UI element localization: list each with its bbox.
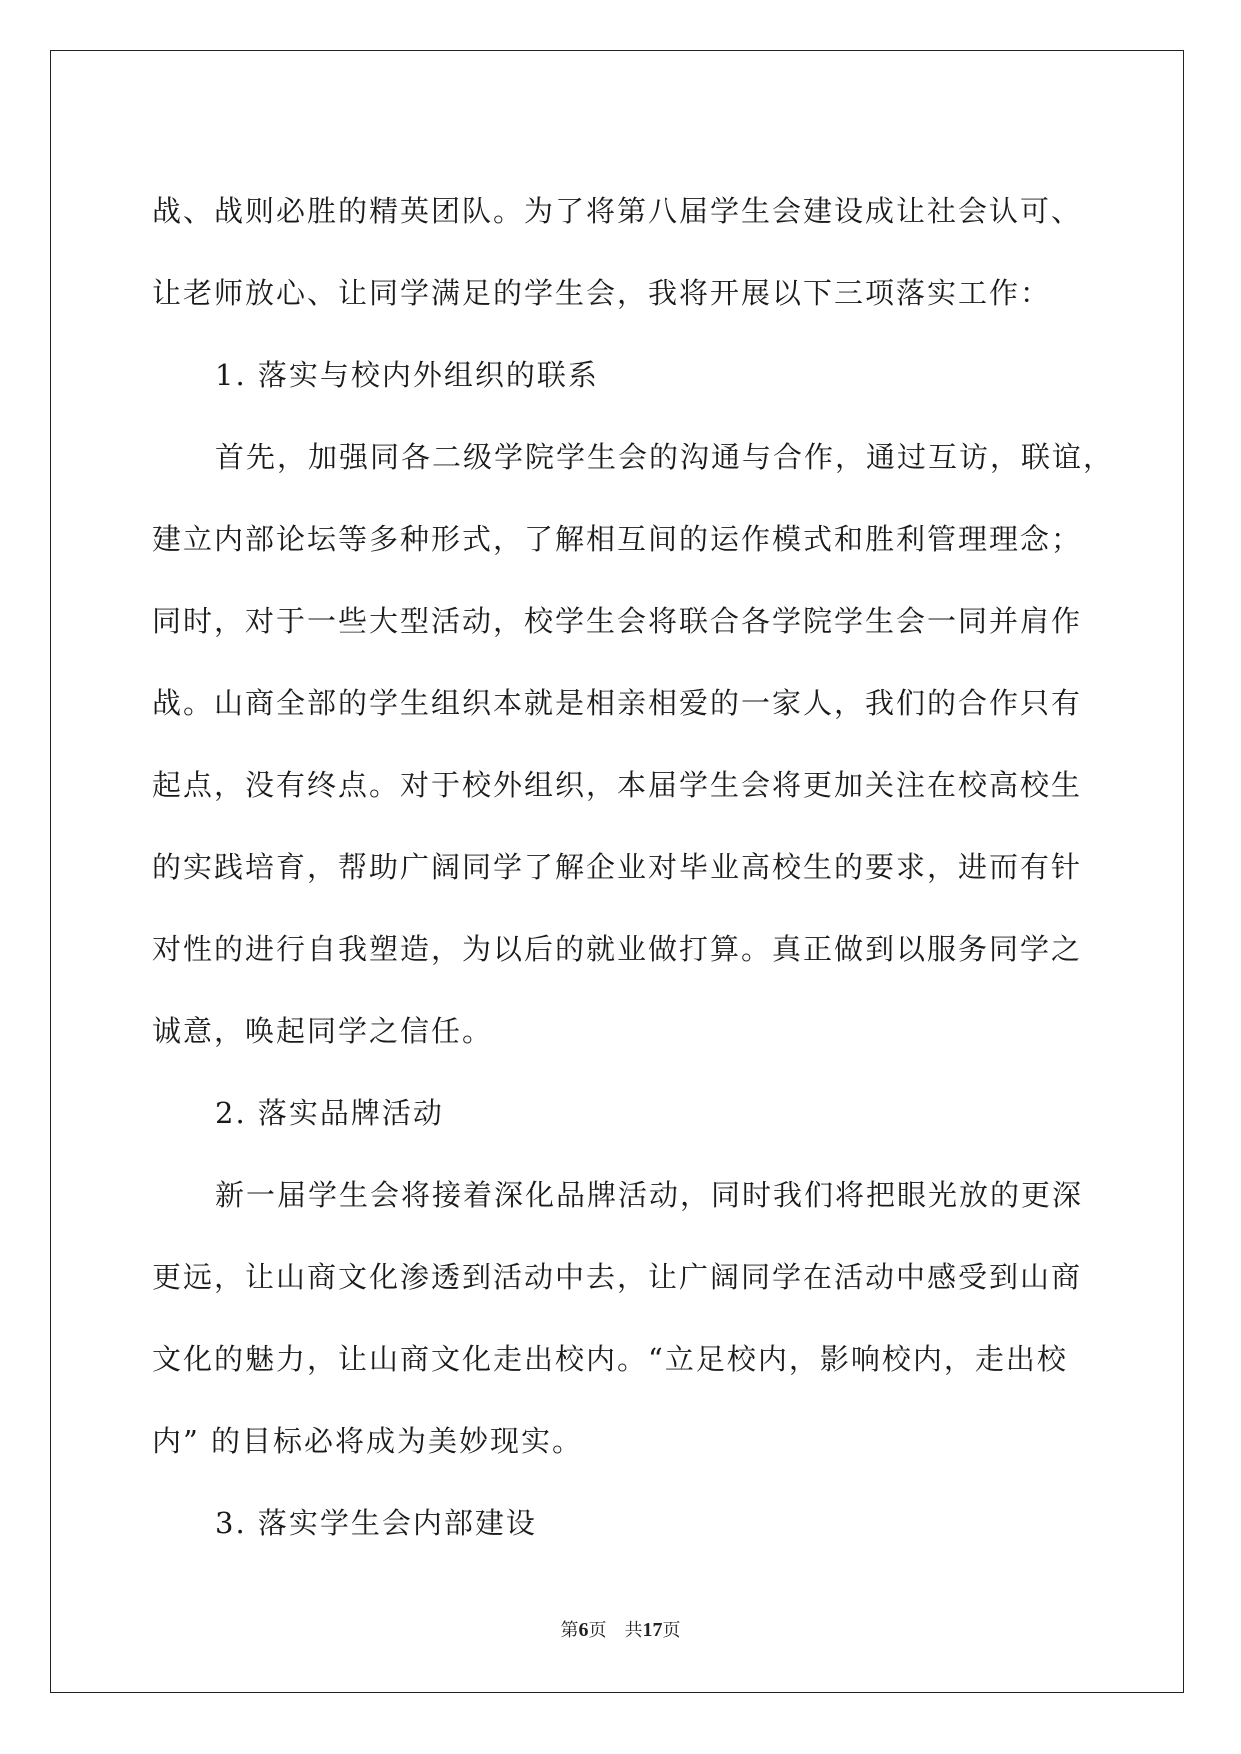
total-suffix: 页 [662, 1620, 681, 1640]
text-line: 的实践培育，帮助广阔同学了解企业对毕业高校生的要求，进而有针 [152, 850, 1083, 884]
page-number: 6 [578, 1619, 589, 1641]
section-heading: 1. 落实与校内外组织的联系 [215, 358, 599, 392]
text-line: 新一届学生会将接着深化品牌活动，同时我们将把眼光放的更深 [215, 1178, 1084, 1212]
section-heading: 3. 落实学生会内部建设 [215, 1506, 537, 1540]
text-line: 起点，没有终点。对于校外组织，本届学生会将更加关注在校高校生 [152, 768, 1083, 802]
text-line: 文化的魅力，让山商文化走出校内。“立足校内，影响校内，走出校 [152, 1342, 1068, 1376]
text-line: 对性的进行自我塑造，为以后的就业做打算。真正做到以服务同学之 [152, 932, 1083, 966]
text-line: 同时，对于一些大型活动，校学生会将联合各学院学生会一同并肩作 [152, 604, 1083, 638]
text-line: 建立内部论坛等多种形式，了解相互间的运作模式和胜利管理理念； [152, 522, 1083, 556]
text-line: 让老师放心、让同学满足的学生会，我将开展以下三项落实工作： [152, 276, 1052, 310]
total-pages: 17 [642, 1619, 663, 1641]
section-heading: 2. 落实品牌活动 [215, 1096, 444, 1130]
text-line: 更远，让山商文化渗透到活动中去，让广阔同学在活动中感受到山商 [152, 1260, 1083, 1294]
text-line: 战、战则必胜的精英团队。为了将第八届学生会建设成让社会认可、 [152, 194, 1083, 228]
document-body [152, 170, 1115, 1564]
page-footer [0, 1616, 1241, 1642]
page-prefix: 第 [560, 1620, 579, 1640]
text-line: 诚意，唤起同学之信任。 [152, 1014, 494, 1048]
page-suffix: 页 [588, 1620, 607, 1640]
text-line: 首先，加强同各二级学院学生会的沟通与合作，通过互访，联谊， [215, 440, 1115, 474]
total-prefix: 共 [624, 1620, 643, 1640]
text-line: 内” 的目标必将成为美妙现实。 [152, 1424, 584, 1458]
text-line: 战。山商全部的学生组织本就是相亲相爱的一家人，我们的合作只有 [152, 686, 1083, 720]
